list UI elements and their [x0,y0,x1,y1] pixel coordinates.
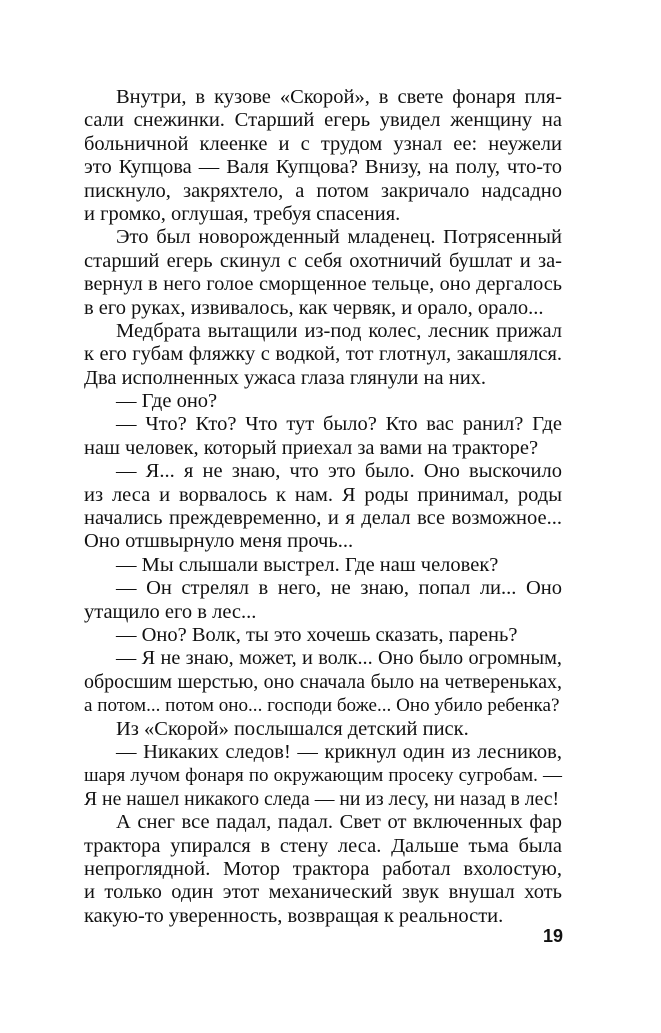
text-line: трактора упирался в стену леса. Дальше тьма была [84,834,562,857]
text-line: к его губам фляжку с водкой, тот глотнул, закашлялся. [84,343,562,366]
text-line: Это был новорожденный младенец. Потрясенный [116,226,562,249]
text-line: непроглядной. Мотор трактора работал вхолостую, [84,857,562,880]
text-line: Внутри, в кузове «Скорой», в свете фонаря пля- [116,86,562,108]
text-line: старший егерь скинул с себя охотничий бушлат и за- [84,249,562,272]
text-line: и громко, оглушая, требуя спасения. [84,202,401,225]
text-line: — Что? Кто? Что тут было? Кто вас ранил? Где [116,413,562,436]
text-line: пискнуло, закряхтело, а потом закричало надсадно [84,179,562,202]
text-line: наш человек, который приехал за вами на тракторе? [84,436,539,459]
text-line: — Никаких следов! — крикнул один из лесников, [116,740,562,763]
text-line: начались преждевременно, и я делал все возможное... [84,507,562,530]
text-line: в его руках, извивалось, как червяк, и орало, орало... [84,296,544,319]
text-line: — Он стрелял в него, не знаю, попал ли... Оно [116,577,562,600]
text-line: А снег все падал, падал. Свет от включенных фар [116,811,562,834]
text-line: — Я... я не знаю, что это было. Оно выскочило [116,460,562,483]
text-line: — Мы слышали выстрел. Где наш человек? [116,553,499,576]
text-line: — Я не знаю, может, и волк... Оно было огромным, [116,647,562,670]
body-text [84,86,562,928]
text-line: из леса и ворвалось к нам. Я роды принимал, роды [84,483,562,506]
text-line: Медбрата вытащили из-под колес, лесник прижал [116,319,562,342]
text-line: — Где оно? [116,390,218,413]
text-line: утащило его в лес... [84,600,257,623]
text-line: больничной клеенке и с трудом узнал ее: неужели [84,132,562,155]
text-line: Оно отшвырнуло меня прочь... [84,530,354,553]
text-line: вернул в него голое сморщенное тельце, оно дергалось [84,273,562,296]
text-line: — Оно? Волк, ты это хочешь сказать, парень? [116,623,518,646]
text-line: какую-то уверенность, возвращая к реальности. [84,904,504,927]
page-number: 19 [542,926,563,946]
text-line: Из «Скорой» послышался детский писк. [116,717,469,740]
text-line: а потом... потом оно... господи боже... Оно убило ребенка? [84,695,560,717]
text-line: сали снежинки. Старший егерь увидел женщину на [84,109,562,132]
text-line: Два исполненных ужаса глаза глянули на них. [84,366,487,389]
text-line: Я не нашел никакого следа — ни из лесу, ни назад в лес! [84,787,560,810]
text-line: это Купцова — Валя Купцова? Внизу, на полу, что-то [84,156,562,179]
text-line: шаря лучом фонаря по окружающим просеку сугробам. — [84,765,562,787]
text-line: обросшим шерстью, оно сначала было на четвереньках, [84,670,562,693]
text-line: и только один этот механический звук внушал хоть [84,881,562,904]
